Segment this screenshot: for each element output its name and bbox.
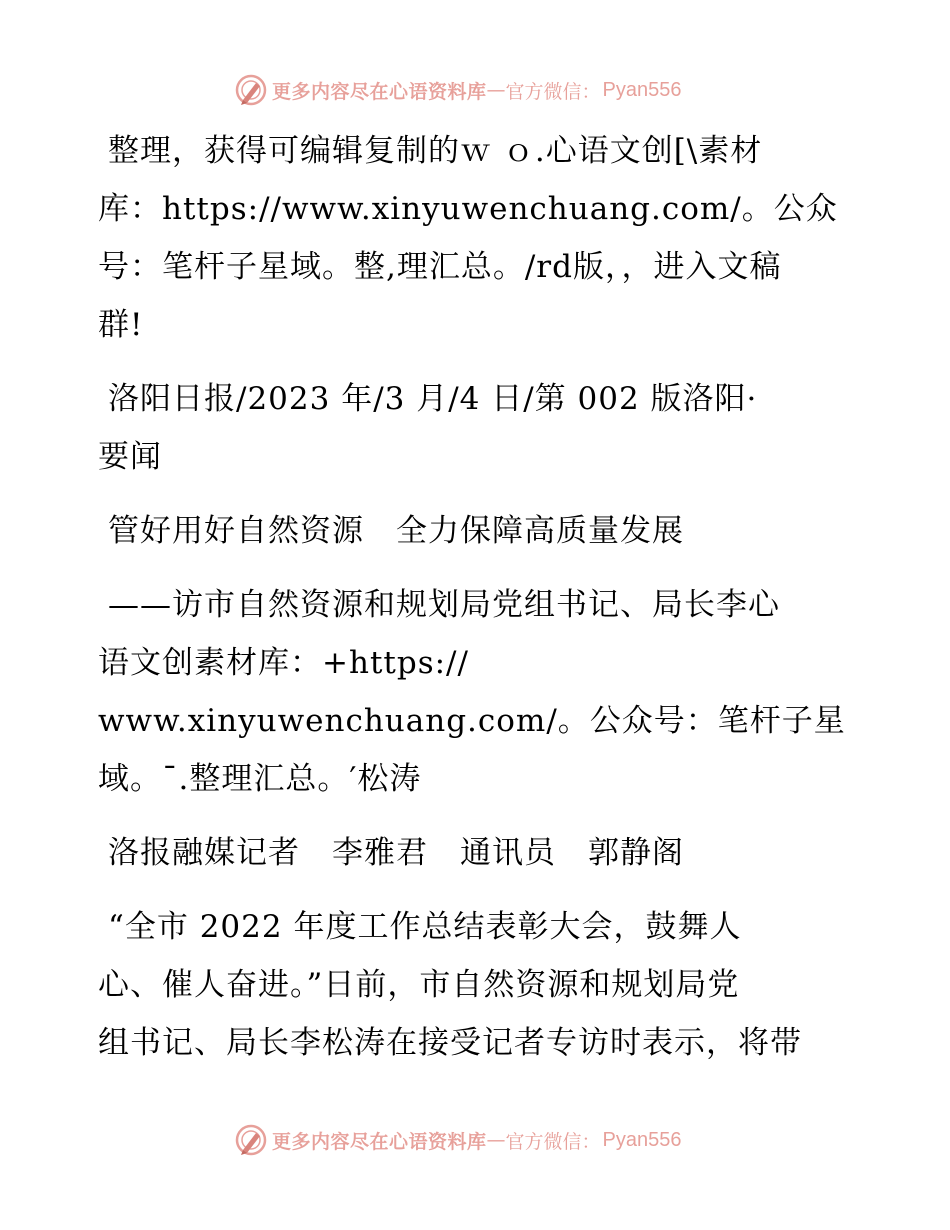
para1-line-3: 号：笔杆子星域。整,理汇总。/rd版，，进入文稿 xyxy=(98,249,782,285)
article-headline: 管好用好自然资源 全力保障高质量发展 xyxy=(108,513,684,549)
banner-separator: — xyxy=(486,79,506,101)
subtitle-line-3: www.xinyuwenchuang.com/。公众号：笔杆子星 xyxy=(98,703,846,739)
article-byline: 洛报融媒记者 李雅君 通讯员 郭静阁 xyxy=(108,835,684,871)
banner-wechat-id: Pyan556 xyxy=(602,1128,682,1151)
para1-line-2: 库：https://www.xinyuwenchuang.com/。公众 xyxy=(98,191,838,227)
subtitle-line-4: 域。¯.整理汇总。′松涛 xyxy=(98,761,422,797)
banner-main-text: 更多内容尽在心语资料库 xyxy=(272,80,487,103)
pen-circle-logo-icon xyxy=(234,73,268,107)
pen-circle-logo-icon xyxy=(234,1123,268,1157)
para1-line-1: 整理，获得可编辑复制的ｗ ｏ.心语文创[\素材 xyxy=(108,133,763,169)
subtitle-line-2: 语文创素材库：+https:// xyxy=(98,645,469,681)
banner-separator: — xyxy=(486,1129,506,1151)
para3-line-1: “全市 2022 年度工作总结表彰大会，鼓舞人 xyxy=(108,909,742,945)
para1-line-4: 群! xyxy=(98,307,144,343)
banner-wechat-id: Pyan556 xyxy=(602,78,682,101)
para3-line-2: 心、催人奋进。”日前，市自然资源和规划局党 xyxy=(98,967,740,1003)
subtitle-line-1: ——访市自然资源和规划局党组书记、局长李心 xyxy=(108,587,780,623)
banner-official-label: 官方微信： xyxy=(505,80,601,103)
banner-main-text: 更多内容尽在心语资料库 xyxy=(272,1130,487,1153)
para3-line-3: 组书记、局长李松涛在接受记者专访时表示，将带 xyxy=(98,1025,802,1061)
publication-info-line-2: 要闻 xyxy=(98,439,162,475)
document-body xyxy=(98,122,868,1072)
footer-watermark-banner xyxy=(0,1120,950,1160)
publication-info-line-1: 洛阳日报/2023 年/3 月/4 日/第 002 版洛阳· xyxy=(108,381,758,417)
header-watermark-banner xyxy=(0,70,950,110)
banner-official-label: 官方微信： xyxy=(505,1130,601,1153)
